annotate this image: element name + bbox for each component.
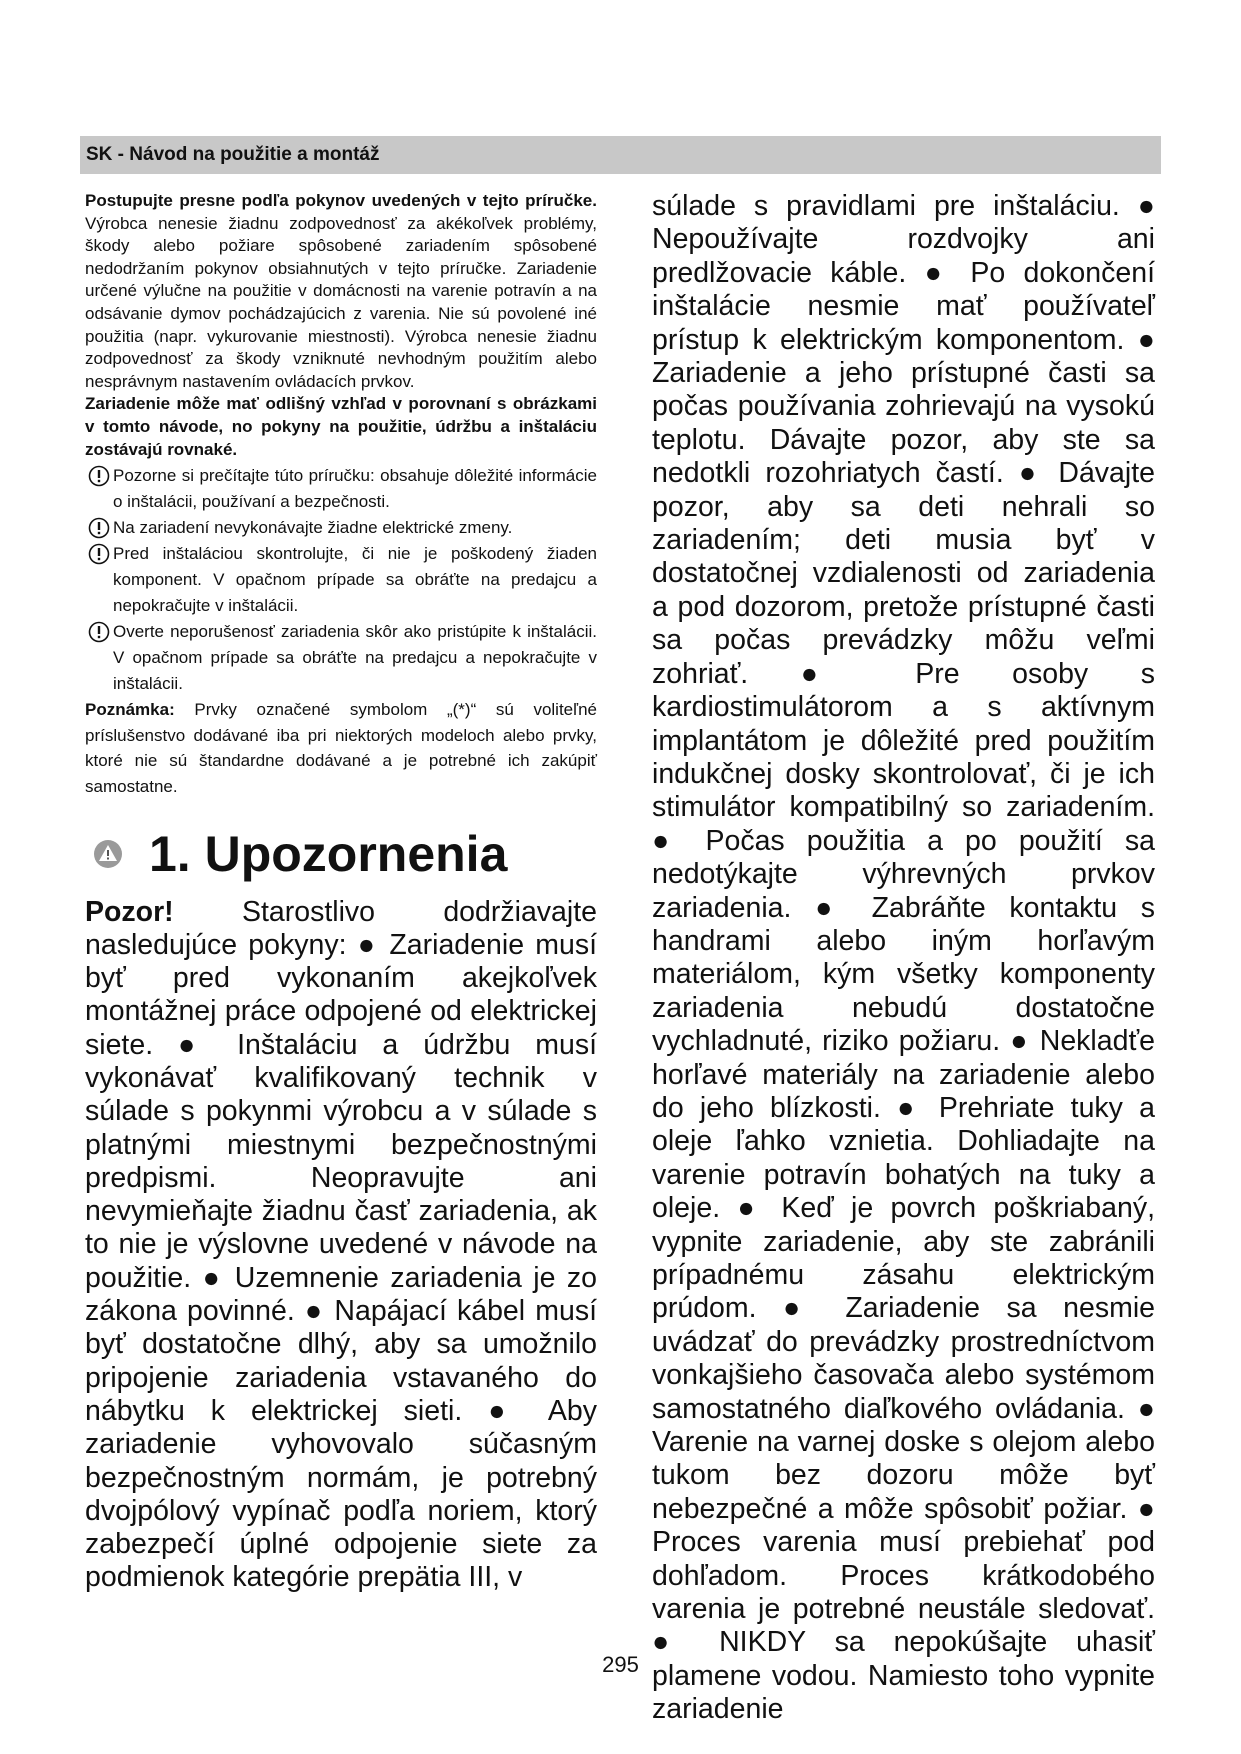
warning-item — [85, 541, 597, 619]
right-column — [652, 190, 1155, 1727]
section-left-text: Starostlivo dodržiavajte nasledujúce pokyny: ● Zariadenie musí byť pred vykonaním akejkoľvek montážnej práce odpojené od elektrickej siete. ● Inštaláciu a údržbu musí vykonávať kvalifikovaný technik v súlade s pokynmi výrobcu a v súlade s platnými miestnymi bezpečnostnými predpismi. Neopravujte ani nevymieňajte žiadnu časť zariadenia, ak to nie je výslovne uvedené v návode na použitie. ● Uzemnenie zariadenia je zo zákona povinné. ● Napájací kábel musí byť dostatočne dlhý, aby sa umožnilo pripojenie zariadenia vstavaného do nábytku k elektrickej sieti. ● Aby zariadenie vyhovovalo súčasným bezpečnostným normám, je potrebný dvojpólový vypínač podľa noriem, ktorý zabezpečí úplné odpojenie siete za podmienok kategórie prepätia III, v — [85, 895, 597, 1594]
exclamation-circle-icon — [85, 517, 113, 539]
intro-paragraph — [85, 190, 597, 393]
exclamation-circle-icon — [85, 543, 113, 565]
section-lead: Pozor! — [85, 895, 174, 928]
warning-text: Pred inštaláciou skontrolujte, či nie je poškodený žiaden komponent. V opačnom prípade sa obráťte na predajcu a nepokračujte v inštalácii. — [113, 544, 597, 616]
section-body-right: súlade s pravidlami pre inštaláciu. ● Nepoužívajte rozdvojky ani predlžovacie káble. ● Po dokončení inštalácie nesmie mať používateľ prístup k elektrickým komponentom. ● Zariadenie a jeho prístupné časti sa počas používania zohrievajú na vysokú teplotu. Dávajte pozor, aby ste sa nedotkli rozohriatych častí. ● Dávajte pozor, aby sa deti nehrali so zariadením; deti musia byť v dostatočnej vzdialenosti od zariadenia a pod dozorom, pretože prístupné časti sa počas prevádzky môžu veľmi zohriať. ● Pre osoby s kardiostimulátorom a s aktívnym implantátom je dôležité pred použitím indukčnej dosky skontrolovať, či je ich stimulátor kompatibilný so zariadením. ● Počas použitia a po použití sa nedotýkajte výhrevných prvkov zariadenia. ● Zabráňte kontaktu s handrami alebo iným horľavým materiálom, kým všetky komponenty zariadenia nebudú dostatočne vychladnuté, riziko požiaru. ● Nekladťe horľavé materiály na zariadenie alebo do jeho blízkosti. ● Prehriate tuky a oleje ľahko vznietia. Dohliadajte na varenie potravín bohatých na tuky a oleje. ● Keď je povrch poškriabaný, vypnite zariadenie, aby ste zabránili prípadnému zásahu elektrickým prúdom. ● Zariadenie sa nesmie uvádzať do prevádzky prostredníctvom vonkajšieho časovača alebo systémom samostatného diaľkového ovládania. ● Varenie na varnej doske s olejom alebo tukom bez dozoru môže byť nebezpečné a môže spôsobiť požiar. ● Proces varenia musí prebiehať pod dohľadom. Proces krátkodobého varenia je potrebné neustále sledovať. ● NIKDY sa nepokúšajte uhasiť plamene vodou. Namiesto toho vypnite zariadenie — [652, 190, 1155, 1726]
warning-item — [85, 463, 597, 515]
warning-item — [85, 515, 597, 541]
appearance-notice — [85, 393, 597, 461]
warning-text: Pozorne si prečítajte túto príručku: obsahuje dôležité informácie o inštalácii, používaní a bezpečnosti. — [113, 466, 597, 512]
note-paragraph — [85, 697, 597, 799]
intro-text: Výrobca nenesie žiadnu zodpovednosť za akékoľvek problémy, škody alebo požiare spôsobené zariadením spôsobené nedodržaním pokynov obsiahnutých v tejto príručke. Zariadenie určené výlučne na použitie v domácnosti na varenie potravín a na odsávanie dymov pochádzajúcich z varenia. Nie sú povolené iné použitia (napr. vykurovanie miestnosti). Výrobca nenesie žiadnu zodpovednosť za škody vzniknuté nevhodným použitím alebo nesprávnym nastavením ovládacích prvkov. — [85, 213, 597, 391]
note-label: Poznámka: — [85, 700, 175, 720]
warning-text: Na zariadení nevykonávajte žiadne elektrické zmeny. — [113, 518, 513, 538]
page-number: 295 — [602, 1652, 639, 1677]
warning-item — [85, 619, 597, 697]
warning-text: Overte neporušenosť zariadenia skôr ako pristúpite k inštalácii. V opačnom prípade sa obráťte na predajcu a nepokračujte v inštalácii. — [113, 622, 597, 694]
warning-triangle-icon — [93, 839, 123, 869]
appearance-notice-text: Zariadenie môže mať odlišný vzhľad v porovnaní s obrázkami v tomto návode, no pokyny na použitie, údržbu a inštaláciu zostávajú rovnaké. — [85, 394, 597, 459]
exclamation-circle-icon — [85, 621, 113, 643]
note-text: Prvky označené symbolom „(*)“ sú voliteľné príslušenstvo dodávané iba pri niektorých modeloch alebo prvky, ktoré nie sú štandardne dodávané a je potrebné ich zakúpiť samostatne. — [85, 700, 597, 796]
section-title: 1. Upozornenia — [149, 825, 508, 882]
intro-bold-lead: Postupujte presne podľa pokynov uvedených v tejto príručke. — [85, 191, 597, 210]
section-body-left — [85, 896, 597, 1595]
left-column — [85, 190, 597, 1595]
exclamation-circle-icon — [85, 465, 113, 487]
section-heading — [85, 822, 597, 886]
page-header: SK - Návod na použitie a montáž — [80, 136, 1161, 174]
